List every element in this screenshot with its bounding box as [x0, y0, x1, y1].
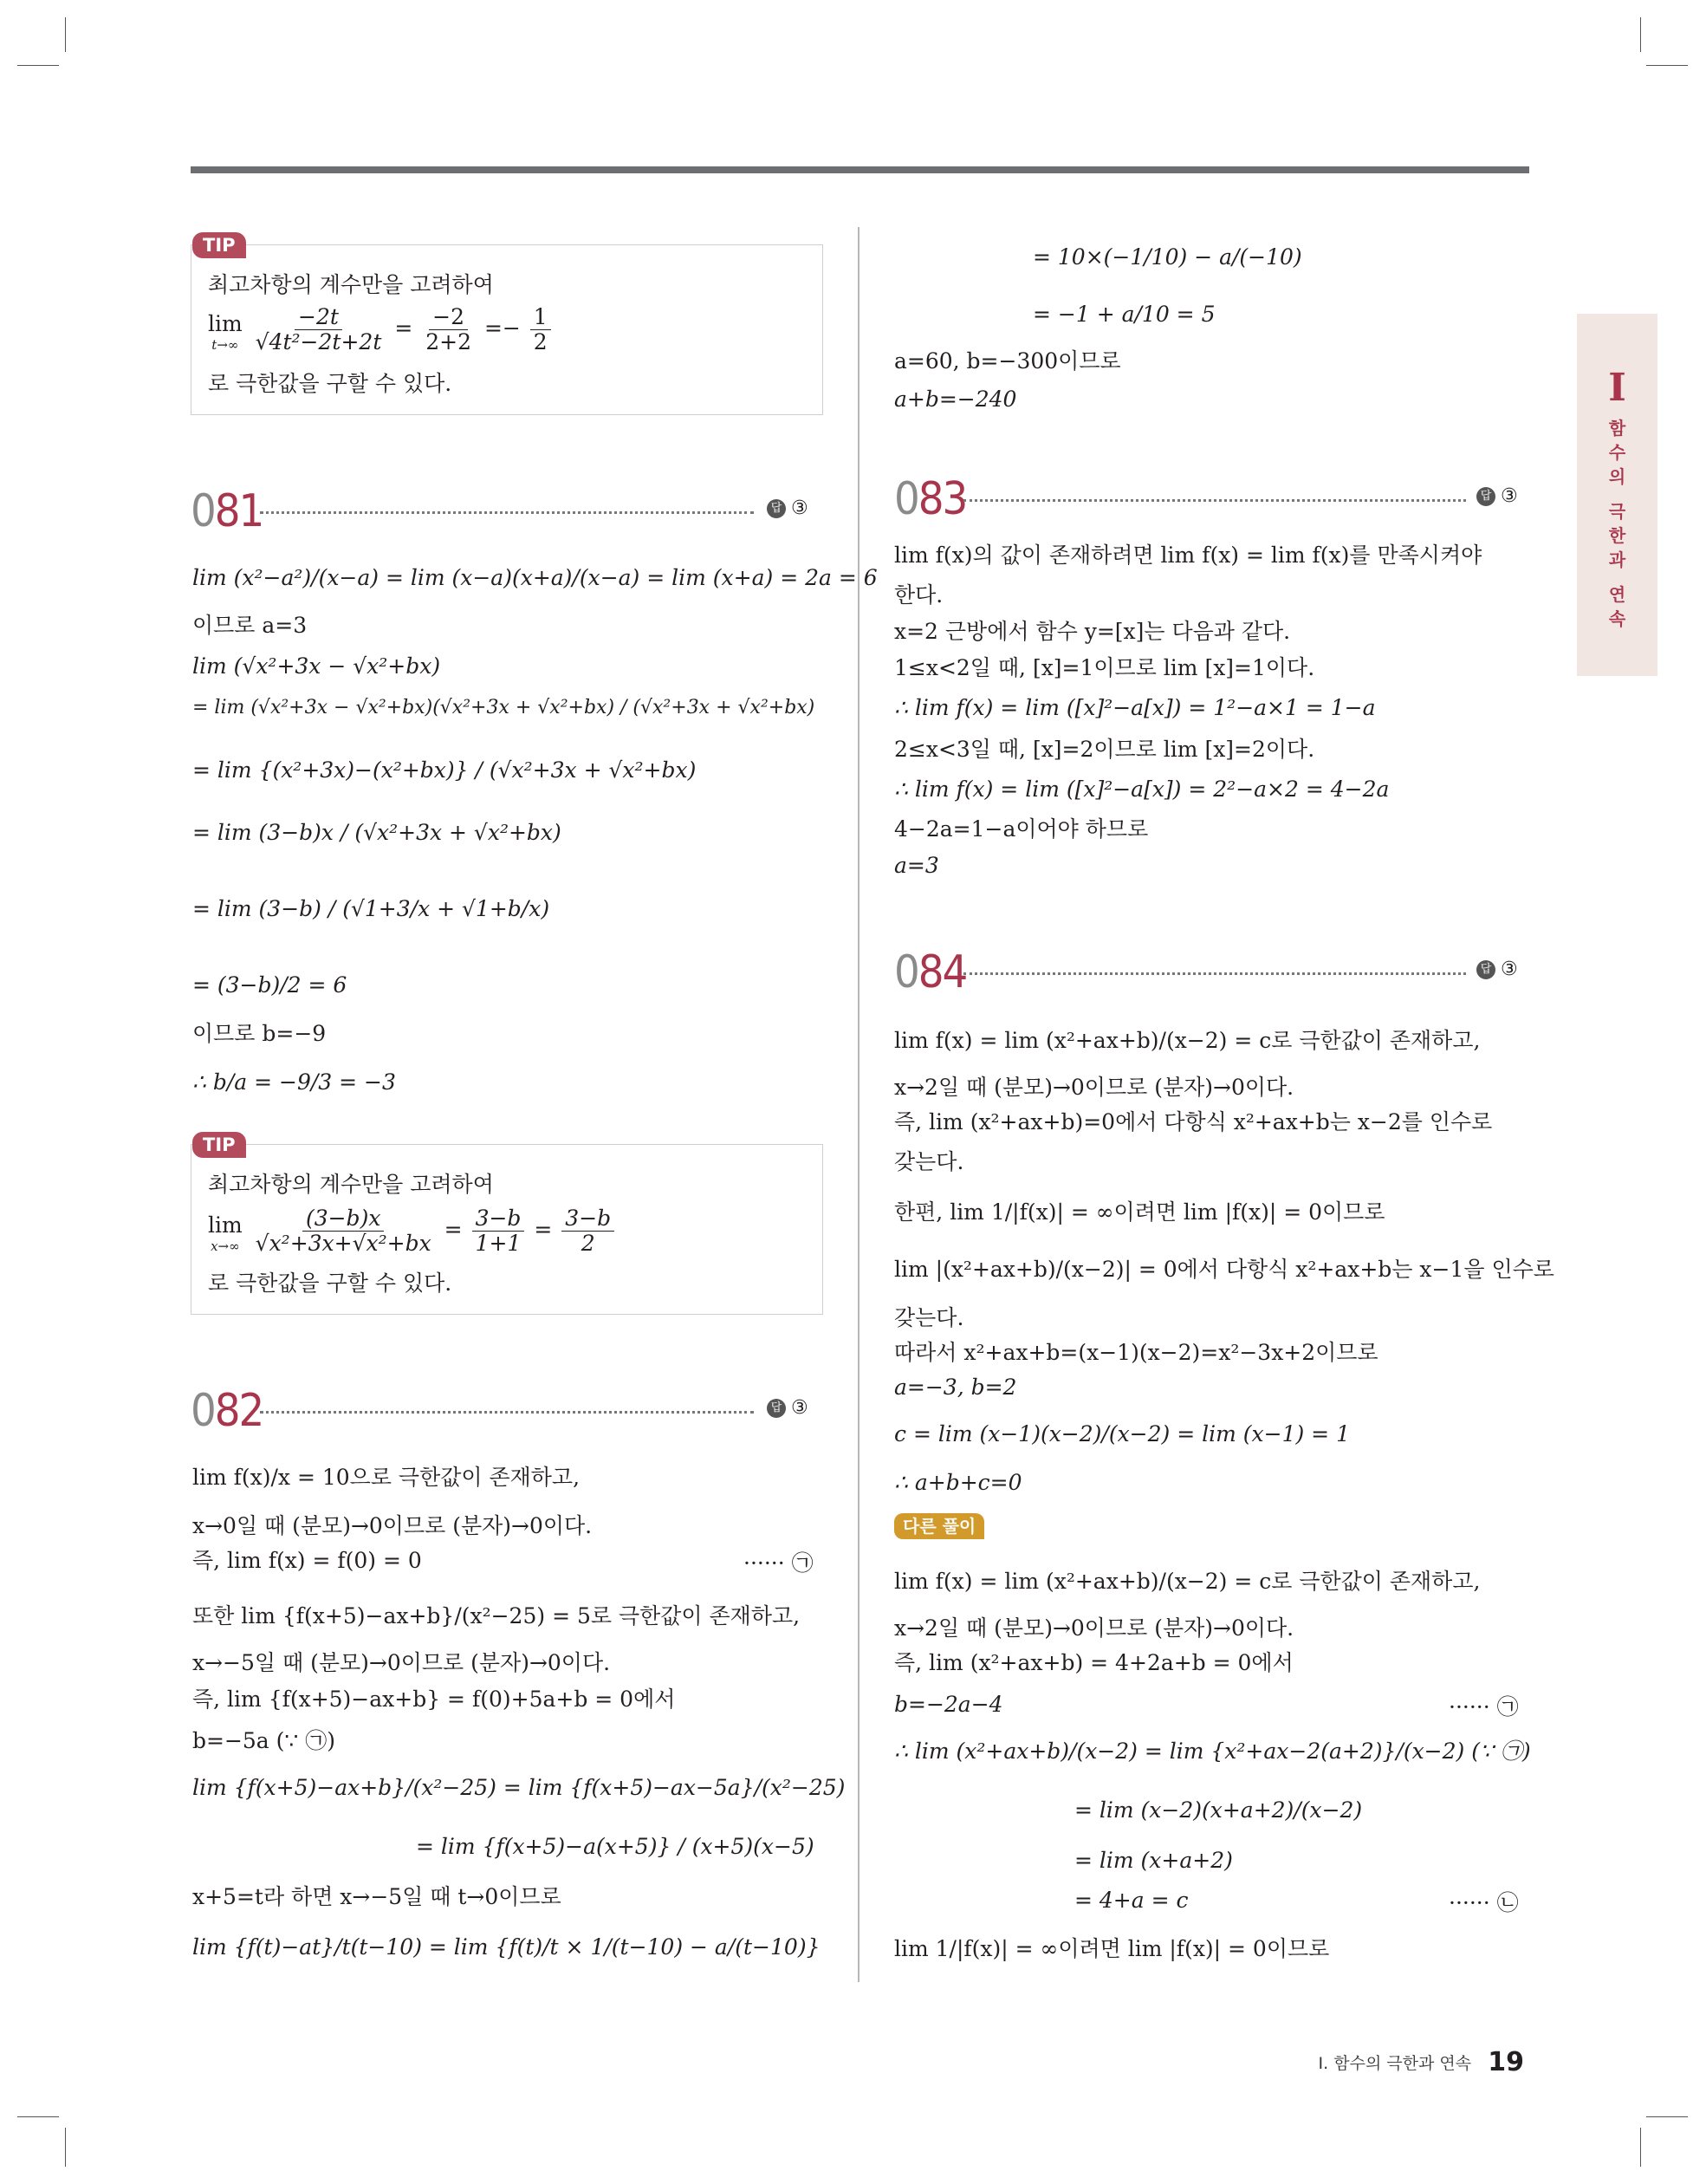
solution-line: lim {f(x+5)−ax+b}/(x²−25) = lim {f(x+5)−ax−5a}/(x²−25)	[192, 1775, 846, 1800]
solution-line: b=−2a−4	[894, 1692, 1003, 1717]
crop-mark	[65, 17, 66, 52]
answer-label: 답 ③	[1476, 485, 1518, 507]
crop-mark	[1640, 17, 1641, 52]
chapter-title-char: 한	[1608, 525, 1626, 546]
solution-line: a=60, b=−300이므로	[894, 348, 1121, 374]
chapter-title-vertical	[1577, 416, 1657, 631]
fraction-numerator: −2	[429, 305, 468, 330]
fraction-numerator: 3−b	[561, 1206, 614, 1232]
answer-label: 답 ③	[767, 497, 808, 519]
solution-line: = lim (x−2)(x+a+2)/(x−2)	[1074, 1797, 1363, 1823]
solution-line: a+b=−240	[894, 387, 1017, 412]
page-footer	[1319, 2047, 1524, 2077]
solution-line: = 10×(−1/10) − a/(−10)	[1033, 244, 1302, 270]
alternative-solution-label: 다른 풀이	[894, 1513, 984, 1539]
problem-header-081	[191, 485, 823, 537]
chapter-title-char: 극	[1608, 501, 1626, 522]
answer-label: 답 ③	[767, 1397, 808, 1419]
lim-symbol: lim	[208, 310, 243, 336]
solution-line: lim 1/|f(x)| = ∞이려면 lim |f(x)| = 0이므로	[894, 1936, 1330, 1961]
solution-line: = lim {f(x+5)−a(x+5)} / (x+5)(x−5)	[416, 1834, 814, 1859]
solution-line: 한다.	[894, 582, 944, 608]
solution-line: ∴ lim (x²+ax+b)/(x−2) = lim {x²+ax−2(a+2)}/(x−2) (∵ ㉠)	[894, 1739, 1531, 1764]
chapter-title-char: 과	[1608, 549, 1626, 570]
solution-line: lim {f(t)−at}/t(t−10) = lim {f(t)/t × 1/(t−10) − a/(t−10)}	[192, 1934, 821, 1960]
answer-mark-icon: 답	[1476, 960, 1495, 979]
tip-label: TIP	[192, 1132, 246, 1158]
solution-line: x→0일 때 (분모)→0이므로 (분자)→0이다.	[192, 1513, 593, 1538]
solution-line: ∴ lim f(x) = lim ([x]²−a[x]) = 1²−a×1 = 1−a	[894, 695, 1376, 720]
solution-line: = 4+a = c	[1074, 1888, 1189, 1913]
answer-mark-icon: 답	[767, 1399, 786, 1418]
solution-line: 즉, lim {f(x+5)−ax+b} = f(0)+5a+b = 0에서	[192, 1687, 676, 1712]
solution-line: x+5=t라 하면 x→−5일 때 t→0이므로	[192, 1884, 561, 1909]
tip-text: 최고차항의 계수만을 고려하여	[208, 1172, 494, 1197]
equation-tag: ······ ㉡	[1449, 1890, 1519, 1915]
solution-line: = lim (x+a+2)	[1074, 1848, 1233, 1873]
crop-mark	[17, 2116, 59, 2117]
problem-header-083	[894, 473, 1535, 525]
lim-subscript: t→∞	[211, 336, 239, 353]
solution-line: 4−2a=1−a이어야 하므로	[894, 816, 1149, 842]
solution-line: lim |(x²+ax+b)/(x−2)| = 0에서 다항식 x²+ax+b는 x−1을 인수로	[894, 1257, 1554, 1282]
fraction-denominator: 2	[533, 329, 548, 354]
solution-line: = lim (3−b) / (√1+3/x + √1+b/x)	[192, 896, 550, 921]
equals-sign: =	[444, 1217, 463, 1242]
solution-line: x→−5일 때 (분모)→0이므로 (분자)→0이다.	[192, 1650, 611, 1675]
lim-subscript: x→∞	[211, 1238, 240, 1254]
problem-number: 082	[191, 1385, 263, 1437]
chapter-title-char: 함	[1608, 418, 1626, 439]
problem-number: 081	[191, 485, 263, 537]
solution-line: 갖는다.	[894, 1305, 964, 1330]
lim-symbol: lim	[208, 1212, 243, 1238]
solution-line: ∴ a+b+c=0	[894, 1470, 1022, 1495]
solution-line: 이므로 b=−9	[192, 1021, 327, 1046]
page-number: 19	[1488, 2047, 1524, 2077]
answer-mark-icon: 답	[1476, 487, 1495, 506]
fraction-denominator: 2+2	[425, 329, 471, 354]
tip-formula	[208, 305, 554, 354]
solution-line: 또한 lim {f(x+5)−ax+b}/(x²−25) = 5로 극한값이 존재하고,	[192, 1603, 801, 1628]
solution-line: lim (x²−a²)/(x−a) = lim (x−a)(x+a)/(x−a) = lim (x+a) = 2a = 6	[192, 565, 878, 590]
solution-line: lim f(x)의 값이 존재하려면 lim f(x) = lim f(x)를 만족시켜야	[894, 543, 1482, 568]
solution-line: lim f(x) = lim (x²+ax+b)/(x−2) = c로 극한값이 존재하고,	[894, 1028, 1481, 1053]
solution-line: 즉, lim (x²+ax+b)=0에서 다항식 x²+ax+b는 x−2를 인수로	[894, 1109, 1493, 1134]
solution-line: ∴ lim f(x) = lim ([x]²−a[x]) = 2²−a×2 = 4−2a	[894, 777, 1390, 802]
dotted-leader	[260, 511, 754, 514]
problem-header-084	[894, 946, 1535, 998]
fraction-numerator: 1	[530, 305, 551, 330]
solution-line: lim f(x)/x = 10으로 극한값이 존재하고,	[192, 1465, 581, 1490]
solution-line: 즉, lim f(x) = f(0) = 0	[192, 1548, 422, 1573]
solution-line: lim f(x) = lim (x²+ax+b)/(x−2) = c로 극한값이 존재하고,	[894, 1569, 1481, 1594]
solution-line: a=−3, b=2	[894, 1375, 1017, 1400]
solution-line: lim (√x²+3x − √x²+bx)	[192, 653, 441, 679]
problem-number: 083	[894, 473, 967, 525]
equals-sign: =−	[483, 315, 521, 341]
tip-text: 로 극한값을 구할 수 있다.	[208, 1271, 452, 1296]
footer-chapter: I. 함수의 극한과 연속	[1318, 2054, 1472, 2073]
solution-line: = lim (√x²+3x − √x²+bx)(√x²+3x + √x²+bx) / (√x²+3x + √x²+bx)	[192, 697, 815, 718]
chapter-title-char: 수	[1608, 442, 1626, 463]
solution-line: 따라서 x²+ax+b=(x−1)(x−2)=x²−3x+2이므로	[894, 1340, 1378, 1365]
problem-number: 084	[894, 946, 967, 998]
fraction-numerator: 3−b	[472, 1206, 525, 1232]
equation-tag: ······ ㉠	[743, 1550, 814, 1576]
solution-line: b=−5a (∵ ㉠)	[192, 1728, 336, 1753]
crop-mark	[1646, 2116, 1688, 2117]
problem-header-082	[191, 1385, 823, 1437]
chapter-title-char	[1577, 489, 1657, 499]
fraction-denominator: √x²+3x+√x²+bx	[255, 1231, 431, 1256]
chapter-roman-numeral: I	[1608, 366, 1626, 410]
equals-sign: =	[394, 315, 413, 341]
solution-line: 2≤x<3일 때, [x]=2이므로 lim [x]=2이다.	[894, 737, 1315, 762]
chapter-title-char: 의	[1608, 466, 1626, 487]
solution-line: = −1 + a/10 = 5	[1033, 302, 1216, 327]
dotted-leader	[963, 499, 1466, 502]
dotted-leader	[963, 972, 1466, 975]
solution-line: x=2 근방에서 함수 y=[x]는 다음과 같다.	[894, 619, 1291, 644]
crop-mark	[1640, 2128, 1641, 2167]
solution-line: = lim (3−b)x / (√x²+3x + √x²+bx)	[192, 820, 561, 845]
chapter-title-char: 속	[1608, 608, 1626, 629]
solution-line: x→2일 때 (분모)→0이므로 (분자)→0이다.	[894, 1615, 1294, 1641]
solution-line: = lim {(x²+3x)−(x²+bx)} / (√x²+3x + √x²+bx)	[192, 757, 697, 783]
solution-line: = (3−b)/2 = 6	[192, 972, 347, 998]
dotted-leader	[260, 1411, 754, 1414]
crop-mark	[1646, 65, 1688, 66]
fraction-numerator: (3−b)x	[302, 1206, 384, 1232]
fraction-denominator: 2	[581, 1231, 595, 1256]
fraction-numerator: −2t	[295, 305, 342, 330]
solution-line: a=3	[894, 853, 939, 878]
fraction-denominator: √4t²−2t+2t	[255, 329, 382, 354]
equals-sign: =	[534, 1217, 553, 1242]
solution-line: 한편, lim 1/|f(x)| = ∞이려면 lim |f(x)| = 0이므로	[894, 1199, 1385, 1225]
solution-line: 이므로 a=3	[192, 613, 308, 638]
equation-tag: ······ ㉠	[1449, 1694, 1519, 1719]
solution-line: 1≤x<2일 때, [x]=1이므로 lim [x]=1이다.	[894, 655, 1315, 680]
solution-line: 갖는다.	[894, 1149, 964, 1174]
chapter-title-char: 연	[1608, 584, 1626, 605]
solution-line: c = lim (x−1)(x−2)/(x−2) = lim (x−1) = 1	[894, 1421, 1350, 1446]
solution-line: ∴ b/a = −9/3 = −3	[192, 1069, 396, 1095]
solution-line: x→2일 때 (분모)→0이므로 (분자)→0이다.	[894, 1075, 1294, 1100]
header-rule	[191, 166, 1529, 173]
tip-label: TIP	[192, 232, 246, 258]
column-divider	[858, 227, 859, 1982]
tip-formula	[208, 1206, 617, 1256]
crop-mark	[17, 65, 59, 66]
crop-mark	[65, 2128, 66, 2167]
chapter-title-char	[1577, 572, 1657, 582]
answer-label: 답 ③	[1476, 959, 1518, 980]
chapter-side-tab	[1577, 314, 1657, 676]
solution-line: 즉, lim (x²+ax+b) = 4+2a+b = 0에서	[894, 1650, 1294, 1675]
answer-mark-icon: 답	[767, 499, 786, 518]
tip-text: 로 극한값을 구할 수 있다.	[208, 371, 452, 396]
tip-text: 최고차항의 계수만을 고려하여	[208, 272, 494, 297]
fraction-denominator: 1+1	[475, 1231, 522, 1256]
